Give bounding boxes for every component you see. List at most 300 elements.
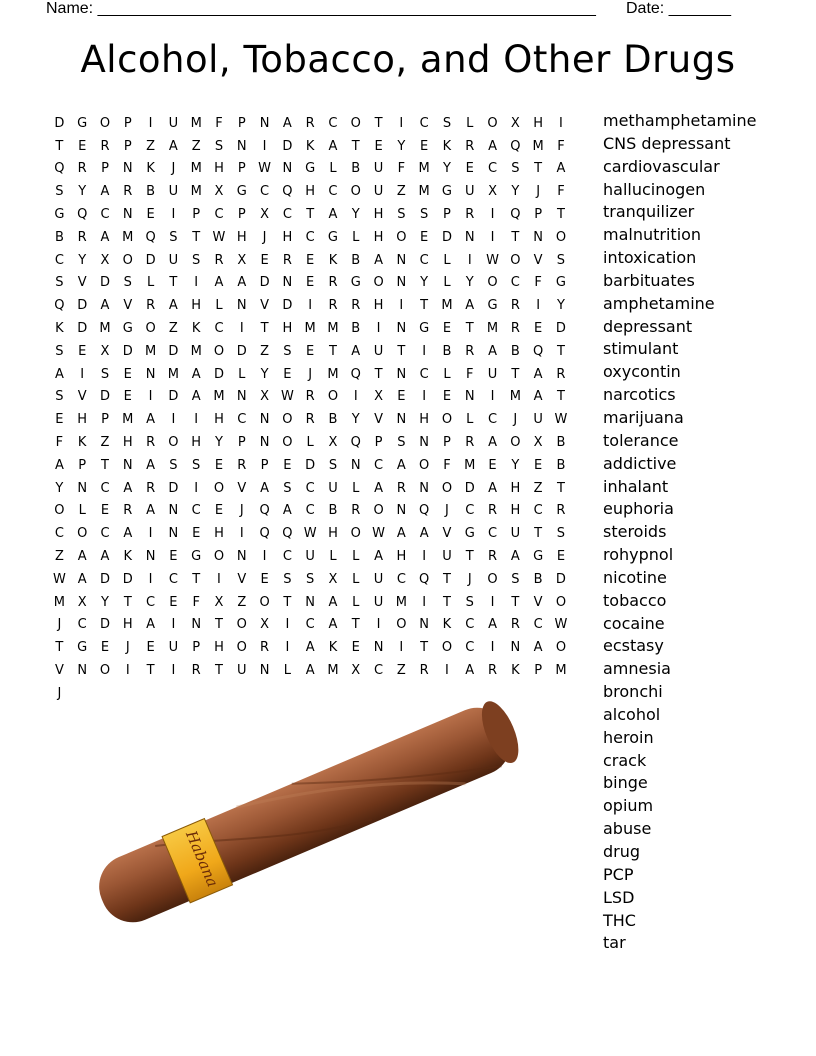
grid-letter: R (260, 640, 270, 656)
grid-letter: I (490, 207, 495, 223)
grid-letter: V (237, 480, 247, 496)
grid-letter: B (146, 184, 156, 200)
grid-letter: A (328, 207, 338, 223)
word-list-item: steroids (603, 522, 667, 542)
grid-letter: M (441, 298, 453, 314)
grid-letter: A (328, 138, 338, 154)
grid-letter: M (464, 457, 476, 473)
grid-letter: C (465, 617, 475, 633)
grid-letter: C (419, 115, 429, 131)
grid-letter: E (123, 389, 132, 405)
grid-letter: R (328, 275, 338, 291)
grid-letter: W (486, 252, 499, 268)
grid-letter: S (328, 457, 338, 473)
grid-letter: I (148, 389, 153, 405)
grid-letter: J (57, 617, 62, 633)
grid-letter: C (100, 207, 110, 223)
grid-letter: K (146, 161, 155, 177)
grid-letter: T (420, 298, 429, 314)
grid-letter: T (192, 229, 201, 245)
grid-letter: I (445, 663, 449, 679)
grid-letter: D (441, 229, 452, 245)
grid-letter: P (237, 161, 246, 177)
grid-letter: E (55, 412, 64, 428)
grid-letter: I (194, 412, 199, 428)
grid-letter: R (146, 435, 156, 451)
grid-letter: H (282, 229, 293, 245)
grid-letter: J (308, 366, 313, 382)
grid-letter: L (443, 366, 451, 382)
grid-letter: B (328, 503, 338, 519)
grid-letter: Q (145, 229, 156, 245)
grid-letter: K (442, 138, 452, 154)
grid-letter: B (351, 161, 361, 177)
grid-letter: C (77, 617, 87, 633)
grid-letter: A (100, 184, 110, 200)
grid-letter: P (101, 161, 109, 177)
grid-letter: I (262, 549, 267, 565)
grid-letter: U (305, 549, 315, 565)
grid-letter: I (376, 617, 381, 633)
grid-letter: A (488, 138, 497, 154)
grid-letter: W (372, 526, 385, 542)
grid-letter: C (100, 526, 110, 542)
grid-letter: O (487, 571, 498, 587)
grid-letter: F (534, 275, 542, 291)
grid-letter: M (509, 389, 521, 405)
grid-letter: Y (215, 435, 223, 451)
grid-letter: M (53, 594, 65, 610)
grid-letter: R (191, 663, 201, 679)
grid-letter: T (465, 321, 474, 337)
grid-letter: V (123, 298, 133, 314)
grid-letter: C (419, 252, 429, 268)
grid-letter: E (100, 503, 110, 519)
grid-letter: T (442, 594, 451, 610)
grid-letter: M (190, 161, 202, 177)
grid-letter: E (306, 343, 315, 359)
grid-letter: T (442, 571, 451, 587)
grid-letter: X (100, 343, 110, 359)
grid-letter: M (304, 321, 316, 337)
grid-letter: Z (396, 184, 406, 200)
grid-letter: B (442, 343, 452, 359)
grid-letter: Q (259, 503, 270, 519)
grid-letter: C (282, 207, 292, 223)
grid-letter: G (350, 275, 361, 291)
grid-letter: G (555, 275, 566, 291)
grid-letter: R (146, 298, 156, 314)
grid-letter: P (534, 663, 543, 679)
grid-letter: E (306, 275, 315, 291)
grid-letter: E (465, 161, 474, 177)
grid-letter: K (328, 252, 338, 268)
grid-letter: L (352, 571, 360, 587)
grid-letter: Y (397, 138, 406, 154)
grid-letter: H (373, 298, 384, 314)
grid-letter: H (214, 161, 224, 177)
grid-letter: Q (54, 161, 65, 177)
grid-letter: T (283, 594, 292, 610)
grid-letter: T (534, 526, 543, 542)
grid-letter: Q (350, 435, 361, 451)
grid-letter: V (260, 298, 270, 314)
grid-letter: H (77, 412, 88, 428)
grid-letter: O (350, 526, 361, 542)
grid-letter: Y (465, 275, 474, 291)
grid-letter: T (351, 617, 360, 633)
grid-letter: A (488, 343, 497, 359)
grid-letter: R (465, 343, 475, 359)
grid-letter: D (213, 366, 224, 382)
grid-letter: M (167, 366, 179, 382)
grid-letter: Q (510, 138, 521, 154)
grid-letter: W (554, 617, 568, 633)
grid-letter: F (557, 184, 565, 200)
grid-letter: K (442, 617, 452, 633)
grid-letter: U (373, 184, 384, 200)
grid-letter: F (557, 138, 565, 154)
grid-letter: W (52, 571, 66, 587)
word-list-item: stimulant (603, 339, 679, 359)
grid-letter: P (260, 457, 269, 473)
grid-letter: E (78, 343, 87, 359)
word-list-item: crack (603, 750, 647, 770)
grid-letter: A (146, 412, 156, 428)
grid-letter: T (215, 617, 223, 633)
grid-letter: R (305, 412, 315, 428)
grid-letter: H (373, 207, 384, 223)
word-list-item: depressant (603, 316, 693, 336)
grid-letter: Z (260, 343, 270, 359)
grid-letter: Q (533, 343, 544, 359)
grid-letter: X (77, 594, 87, 610)
grid-letter: A (419, 526, 429, 542)
grid-letter: H (236, 229, 247, 245)
grid-letter: Y (101, 594, 109, 610)
grid-letter: N (259, 435, 270, 451)
grid-letter: E (534, 457, 543, 473)
grid-letter: H (510, 503, 521, 519)
grid-letter: O (236, 640, 247, 656)
grid-letter: H (510, 480, 521, 496)
grid-letter: T (556, 480, 565, 496)
grid-letter: S (55, 184, 64, 200)
grid-letter: A (488, 435, 497, 451)
grid-letter: O (213, 480, 225, 496)
grid-letter: E (146, 640, 155, 656)
grid-letter: F (55, 435, 64, 451)
grid-letter: D (77, 298, 88, 314)
grid-letter: C (419, 366, 429, 382)
grid-letter: M (99, 321, 111, 337)
grid-letter: O (396, 617, 407, 633)
grid-letter: O (396, 229, 407, 245)
grid-letter: E (420, 229, 429, 245)
word-list-item: marijuana (603, 407, 684, 427)
grid-letter: S (306, 571, 315, 587)
grid-letter: L (352, 594, 360, 610)
grid-letter: A (260, 480, 270, 496)
grid-letter: H (282, 321, 293, 337)
grid-letter: U (442, 549, 452, 565)
grid-letter: A (396, 526, 406, 542)
grid-letter: A (510, 549, 520, 565)
grid-letter: E (169, 594, 178, 610)
grid-letter: R (214, 252, 224, 268)
grid-letter: Z (54, 549, 64, 565)
grid-letter: N (510, 640, 521, 656)
grid-letter: J (445, 503, 449, 519)
word-list-item: opium (603, 796, 654, 816)
grid-letter: A (146, 617, 156, 633)
word-list-item: hallucinogen (603, 179, 706, 199)
grid-letter: I (422, 549, 427, 565)
grid-letter: G (77, 640, 88, 656)
grid-letter: G (327, 229, 338, 245)
grid-letter: B (556, 435, 566, 451)
grid-letter: A (191, 389, 201, 405)
grid-letter: D (145, 252, 156, 268)
grid-letter: D (555, 571, 566, 587)
grid-letter: R (419, 663, 429, 679)
grid-letter: T (556, 343, 565, 359)
grid-letter: O (555, 640, 567, 656)
grid-letter: A (488, 617, 497, 633)
grid-letter: R (396, 480, 406, 496)
grid-letter: A (168, 298, 178, 314)
grid-letter: H (419, 412, 430, 428)
grid-letter: O (555, 594, 567, 610)
word-list-item: nicotine (603, 567, 667, 587)
grid-letter: I (376, 321, 381, 337)
grid-letter: F (215, 115, 223, 131)
grid-letter: S (556, 526, 566, 542)
grid-letter: Q (419, 571, 430, 587)
grid-letter: S (169, 229, 178, 245)
grid-letter: T (55, 640, 64, 656)
grid-letter: J (262, 229, 267, 245)
grid-letter: O (145, 321, 156, 337)
grid-letter: I (285, 617, 290, 633)
grid-letter: C (305, 617, 315, 633)
grid-letter: A (100, 298, 110, 314)
grid-letter: R (488, 503, 498, 519)
word-list-item: oxycontin (603, 362, 681, 382)
grid-letter: N (419, 435, 430, 451)
grid-letter: D (168, 389, 179, 405)
grid-letter: H (305, 184, 316, 200)
grid-letter: M (555, 663, 567, 679)
grid-letter: I (422, 389, 427, 405)
word-list-item: ecstasy (603, 636, 664, 656)
grid-letter: R (123, 503, 133, 519)
grid-letter: X (328, 571, 338, 587)
grid-letter: J (57, 685, 62, 701)
grid-letter: S (511, 571, 520, 587)
word-list-item: amnesia (603, 659, 671, 679)
grid-letter: R (510, 321, 520, 337)
grid-letter: B (351, 321, 361, 337)
grid-letter: C (305, 480, 315, 496)
grid-letter: G (122, 321, 133, 337)
grid-letter: N (145, 366, 156, 382)
word-list-item: rohypnol (603, 545, 674, 565)
grid-letter: E (556, 549, 566, 565)
grid-letter: L (329, 161, 337, 177)
grid-letter: A (374, 549, 383, 565)
grid-letter: R (465, 435, 475, 451)
grid-letter: X (214, 594, 224, 610)
grid-letter: S (511, 161, 520, 177)
grid-letter: N (396, 503, 407, 519)
grid-letter: H (373, 229, 384, 245)
word-list-item: tar (603, 933, 626, 953)
grid-letter: K (328, 640, 338, 656)
grid-letter: I (467, 252, 472, 268)
grid-letter: R (237, 457, 247, 473)
grid-letter: W (280, 389, 294, 405)
grid-letter: C (374, 663, 384, 679)
grid-letter: M (418, 184, 430, 200)
grid-letter: O (350, 115, 361, 131)
grid-letter: O (282, 412, 293, 428)
grid-letter: J (125, 640, 130, 656)
grid-letter: U (168, 115, 179, 131)
name-line: Name: ________________________________________________________ (46, 0, 596, 17)
grid-letter: I (194, 480, 199, 496)
grid-letter: S (100, 366, 110, 382)
word-list-item: bronchi (603, 682, 663, 702)
grid-letter: O (555, 229, 567, 245)
grid-letter: B (328, 412, 338, 428)
grid-letter: H (122, 617, 133, 633)
grid-letter: E (260, 252, 269, 268)
grid-letter: U (373, 594, 384, 610)
grid-letter: D (99, 275, 110, 291)
grid-letter: G (464, 526, 475, 542)
grid-letter: C (237, 412, 247, 428)
grid-letter: D (168, 480, 179, 496)
grid-letter: S (420, 207, 429, 223)
word-list-item: barbituates (603, 270, 695, 290)
grid-letter: G (191, 549, 202, 565)
grid-letter: I (399, 298, 404, 314)
grid-letter: F (192, 594, 200, 610)
grid-letter: P (237, 207, 246, 223)
grid-letter: A (305, 663, 315, 679)
grid-letter: Z (146, 138, 156, 154)
grid-letter: T (123, 594, 132, 610)
grid-letter: V (54, 663, 64, 679)
grid-letter: M (327, 321, 339, 337)
word-list-item: methamphetamine (603, 111, 757, 130)
grid-letter: O (487, 115, 498, 131)
grid-letter: O (441, 480, 453, 496)
grid-letter: E (169, 549, 178, 565)
grid-letter: V (442, 526, 452, 542)
grid-letter: W (212, 229, 226, 245)
grid-letter: R (488, 663, 498, 679)
grid-letter: X (374, 389, 383, 405)
grid-letter: U (168, 252, 179, 268)
grid-letter: I (353, 389, 358, 405)
grid-letter: W (303, 526, 317, 542)
grid-letter: L (443, 275, 451, 291)
grid-letter: W (554, 412, 568, 428)
grid-letter: X (214, 184, 224, 200)
grid-letter: X (533, 435, 543, 451)
grid-letter: K (123, 549, 133, 565)
grid-letter: R (488, 549, 498, 565)
grid-letter: E (214, 503, 224, 519)
grid-letter: R (305, 389, 315, 405)
grid-letter: O (259, 594, 270, 610)
grid-letter: P (78, 457, 87, 473)
grid-letter: R (146, 480, 156, 496)
grid-letter: S (169, 457, 178, 473)
grid-letter: N (259, 412, 270, 428)
grid-letter: D (54, 115, 65, 131)
grid-letter: Z (396, 663, 406, 679)
grid-letter: D (555, 321, 566, 337)
grid-letter: T (351, 138, 360, 154)
page-title: Alcohol, Tobacco, and Other Drugs (80, 38, 736, 81)
grid-letter: K (55, 321, 64, 337)
word-list-item: euphoria (603, 499, 674, 519)
grid-letter: N (373, 640, 384, 656)
grid-letter: A (100, 229, 110, 245)
grid-letter: O (350, 184, 361, 200)
word-list-item: tobacco (603, 590, 667, 610)
cigar-illustration (55, 690, 555, 940)
grid-letter: L (146, 275, 155, 291)
grid-letter: I (490, 229, 495, 245)
grid-letter: T (169, 275, 178, 291)
grid-letter: D (464, 480, 475, 496)
grid-letter: B (351, 252, 361, 268)
grid-letter: L (352, 229, 360, 245)
grid-letter: I (217, 571, 221, 587)
grid-letter: K (511, 663, 520, 679)
grid-letter: S (465, 594, 474, 610)
grid-letter: P (374, 435, 383, 451)
grid-letter: A (54, 457, 64, 473)
word-list-item: cocaine (603, 613, 665, 633)
grid-letter: L (329, 549, 337, 565)
grid-letter: O (510, 435, 521, 451)
grid-letter: I (262, 138, 267, 154)
grid-letter: N (168, 503, 179, 519)
word-list-item: drug (603, 842, 641, 861)
grid-letter: C (214, 207, 224, 223)
grid-letter: E (192, 526, 201, 542)
grid-letter: O (168, 435, 179, 451)
grid-letter: R (123, 184, 133, 200)
grid-letter: L (78, 503, 86, 519)
grid-letter: S (55, 275, 64, 291)
grid-letter: Y (351, 412, 360, 428)
grid-letter: X (488, 184, 497, 200)
grid-letter: R (282, 252, 292, 268)
grid-letter: U (168, 184, 179, 200)
grid-letter: G (533, 549, 544, 565)
grid-letter: N (145, 549, 156, 565)
grid-letter: N (282, 161, 293, 177)
grid-letter: Z (100, 435, 110, 451)
grid-letter: N (464, 389, 475, 405)
grid-letter: D (99, 617, 110, 633)
